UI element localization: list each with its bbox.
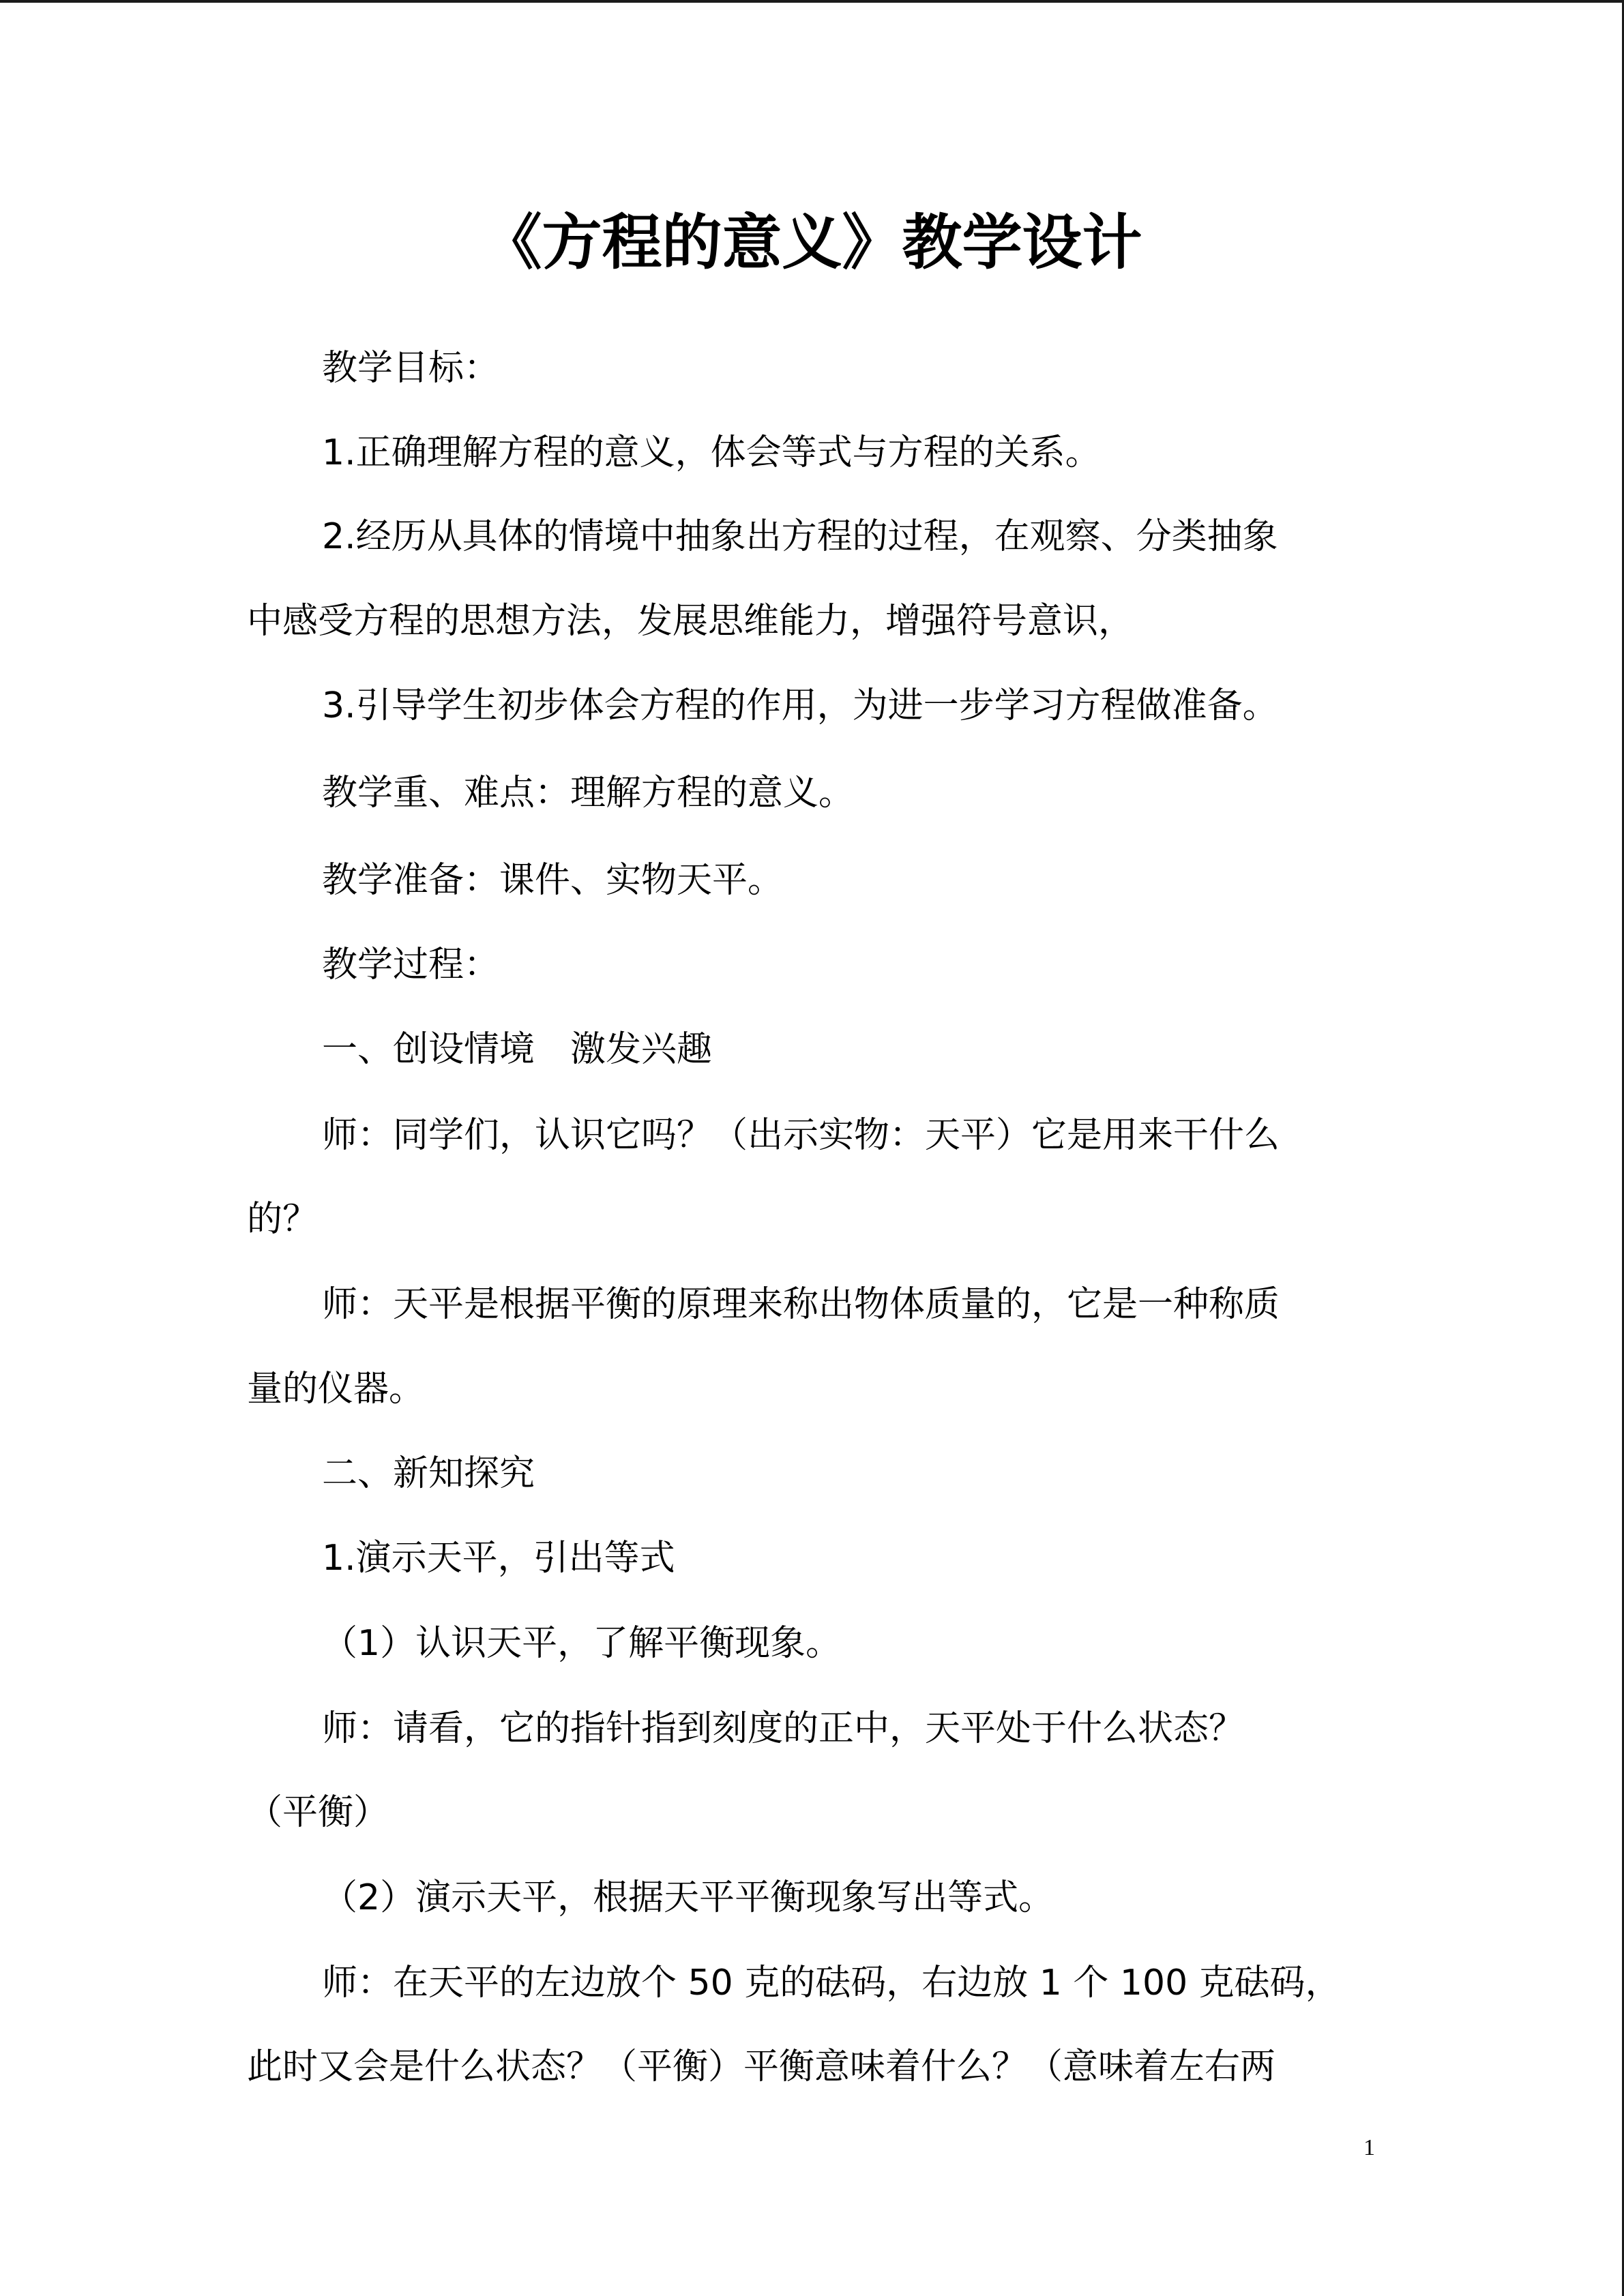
paragraph-line: 教学目标： (322, 348, 500, 389)
section-heading: 二、新知探究 (322, 1453, 535, 1494)
paragraph-line: （1）认识天平，了解平衡现象。 (322, 1623, 842, 1664)
paragraph-line: （2）演示天平，根据天平平衡现象写出等式。 (322, 1877, 1054, 1918)
paragraph-line: 1.演示天平，引出等式 (322, 1538, 675, 1579)
paragraph-line: 中感受方程的思想方法，发展思维能力，增强符号意识， (247, 601, 1134, 642)
paragraph-line: 教学重、难点：理解方程的意义。 (322, 773, 855, 814)
paragraph-line: 师：请看，它的指针指到刻度的正中，天平处于什么状态？ (322, 1708, 1245, 1749)
paragraph-line: 量的仪器。 (247, 1369, 425, 1410)
page-number: 1 (1363, 2135, 1375, 2160)
section-heading: 一、创设情境 激发兴趣 (322, 1029, 713, 1070)
paragraph-line: （平衡） (247, 1792, 389, 1833)
document-title: 《方程的意义》教学设计 (482, 207, 1142, 278)
paragraph-line: 教学过程： (322, 944, 500, 985)
paragraph-line: 此时又会是什么状态？（平衡）平衡意味着什么？（意味着左右两 (247, 2046, 1276, 2087)
top-border-line (0, 0, 1624, 3)
paragraph-line: 师：同学们，认识它吗？（出示实物：天平）它是用来干什么 (322, 1115, 1280, 1156)
paragraph-line: 师：天平是根据平衡的原理来称出物体质量的，它是一种称质 (322, 1284, 1280, 1325)
paragraph-line: 师：在天平的左边放个 50 克的砝码，右边放 1 个 100 克砝码， (322, 1963, 1341, 2003)
paragraph-line: 教学准备：课件、实物天平。 (322, 860, 784, 901)
paragraph-line: 1.正确理解方程的意义，体会等式与方程的关系。 (322, 432, 1101, 473)
paragraph-line: 2.经历从具体的情境中抽象出方程的过程，在观察、分类抽象 (322, 516, 1278, 557)
paragraph-line: 的？ (247, 1199, 319, 1240)
paragraph-line: 3.引导学生初步体会方程的作用，为进一步学习方程做准备。 (322, 685, 1278, 726)
